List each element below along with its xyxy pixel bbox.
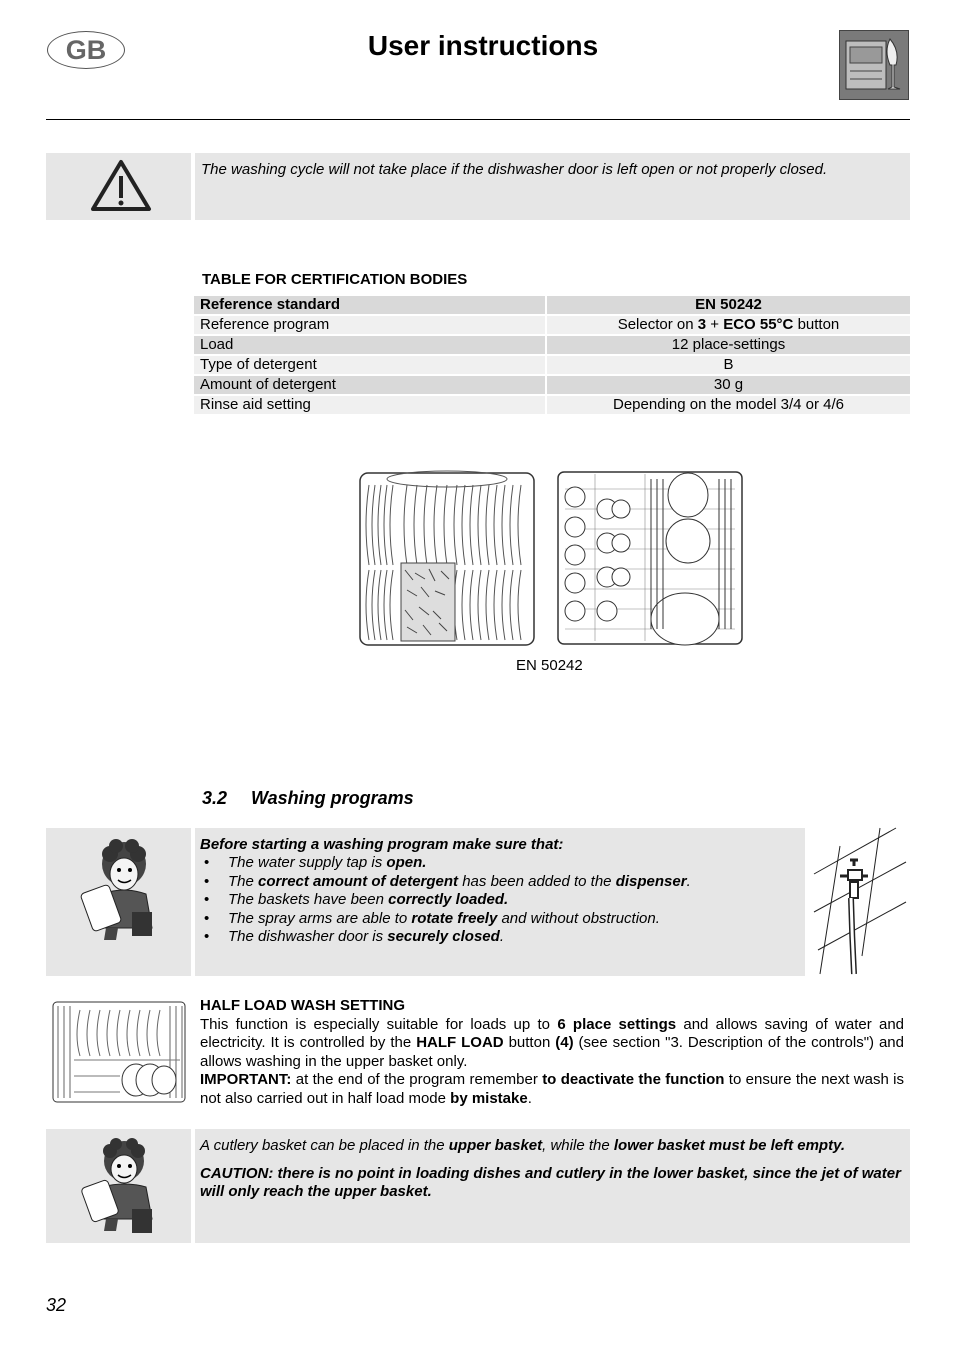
table-cell-label: Reference standard <box>194 296 545 314</box>
value-part: Selector on <box>617 316 698 333</box>
text: to ensure the next wash is not also carried out in half load mode <box>200 1071 904 1107</box>
warning-triangle-icon <box>46 153 191 220</box>
text-bold: 6 place settings <box>557 1015 677 1033</box>
table-cell-value: EN 50242 <box>547 296 910 314</box>
cutlery-line-1 <box>200 1137 905 1155</box>
list-item <box>228 854 800 873</box>
text-bold: to deactivate the function <box>542 1071 725 1088</box>
section-title: Washing programs <box>251 788 414 808</box>
dishwasher-logo-icon <box>839 30 909 100</box>
cartoon-woman-icon <box>46 828 191 976</box>
checklist <box>200 854 800 947</box>
text: A cutlery basket can be placed in the <box>200 1137 449 1154</box>
item-bold: open. <box>386 854 427 871</box>
warning-icon-cell <box>46 153 191 220</box>
text-bold: by mistake <box>450 1089 528 1107</box>
table-row <box>194 376 910 394</box>
list-item <box>228 891 800 910</box>
value-part: + <box>706 316 724 333</box>
half-load-paragraph-2 <box>200 1071 904 1108</box>
value-bold: ECO 55°C <box>723 316 794 333</box>
table-cell-label: Amount of detergent <box>194 376 545 394</box>
item-bold: correct amount of detergent <box>258 872 459 890</box>
item-text: . <box>686 872 691 890</box>
section-number: 3.2 <box>202 788 228 808</box>
lower-basket-illustration <box>357 465 537 650</box>
item-text: The <box>228 872 259 890</box>
text: (see section "3. Description of the controls") and allows washing in the upper basket only. <box>200 1034 904 1070</box>
item-text: has been added to the <box>458 872 616 890</box>
text: button <box>503 1034 556 1051</box>
basket-figure <box>357 465 747 650</box>
checklist-icon-cell <box>46 828 191 976</box>
value-bold: 3 <box>697 316 707 333</box>
half-load-section <box>200 997 904 1108</box>
item-text: The water supply tap is <box>228 854 387 871</box>
table-cell-value: 12 place-settings <box>547 336 910 354</box>
text: at the end of the program remember <box>291 1071 543 1088</box>
cartoon-woman-icon <box>46 1129 191 1243</box>
text: This function is especially suitable for loads up to <box>200 1015 558 1033</box>
item-text: The baskets have been <box>228 891 389 908</box>
cutlery-icon-cell <box>46 1129 191 1243</box>
table-row <box>194 316 910 334</box>
table-cell-label: Reference program <box>194 316 545 334</box>
text-bold: IMPORTANT: <box>200 1071 292 1088</box>
header-divider <box>46 119 910 120</box>
cert-table-title: TABLE FOR CERTIFICATION BODIES <box>202 271 468 288</box>
table-row <box>194 336 910 354</box>
water-tap-icon <box>810 826 910 976</box>
table-cell-value: Depending on the model 3/4 or 4/6 <box>547 396 910 414</box>
half-load-title: HALF LOAD WASH SETTING <box>200 997 405 1014</box>
half-load-basket-icon <box>50 996 190 1106</box>
text-bold: upper basket <box>448 1137 543 1154</box>
table-row <box>194 356 910 374</box>
table-cell-label: Type of detergent <box>194 356 545 374</box>
table-cell-value: B <box>547 356 910 374</box>
upper-basket-illustration <box>555 469 745 649</box>
table-row <box>194 296 910 314</box>
item-bold: rotate freely <box>411 909 498 927</box>
table-cell-label: Load <box>194 336 545 354</box>
cutlery-note <box>195 1129 910 1243</box>
item-text: The spray arms are able to <box>228 909 412 927</box>
text-bold: HALF LOAD <box>416 1034 504 1051</box>
checklist-note <box>195 828 805 976</box>
figure-caption: EN 50242 <box>516 657 583 674</box>
text: . <box>527 1089 532 1107</box>
text-bold: lower basket must be left empty. <box>613 1137 846 1154</box>
item-bold: correctly loaded. <box>388 891 509 908</box>
text-bold: (4) <box>555 1034 574 1051</box>
cert-table <box>192 294 912 416</box>
list-item <box>228 928 800 947</box>
text: and allows saving of water and electricity. It is controlled by the <box>200 1015 905 1051</box>
warning-text: The washing cycle will not take place if the dishwasher door is left open or not properly closed. <box>201 161 828 178</box>
language-badge-label: GB <box>65 34 107 65</box>
page-number: 32 <box>46 1295 67 1315</box>
table-cell-value: 30 g <box>547 376 910 394</box>
list-item <box>228 873 800 892</box>
item-text: The dishwasher door is <box>228 928 388 945</box>
cutlery-caution: CAUTION: there is no point in loading dishes and cutlery in the lower basket, since the jet of water will only reach the upper basket. <box>200 1165 901 1200</box>
item-text: and without obstruction. <box>497 909 660 927</box>
item-text: . <box>499 928 504 945</box>
table-cell-label: Rinse aid setting <box>194 396 545 414</box>
checklist-intro: Before starting a washing program make sure that: <box>200 836 564 853</box>
table-cell-value <box>547 316 910 334</box>
table-row <box>194 396 910 414</box>
text: , while the <box>542 1137 614 1154</box>
list-item <box>228 910 800 929</box>
item-bold: dispenser <box>615 872 687 890</box>
page-title: User instructions <box>367 30 599 61</box>
warning-note <box>195 153 910 220</box>
half-load-paragraph-1 <box>200 1016 904 1072</box>
item-bold: securely closed <box>387 928 500 945</box>
value-part: button <box>793 316 840 333</box>
